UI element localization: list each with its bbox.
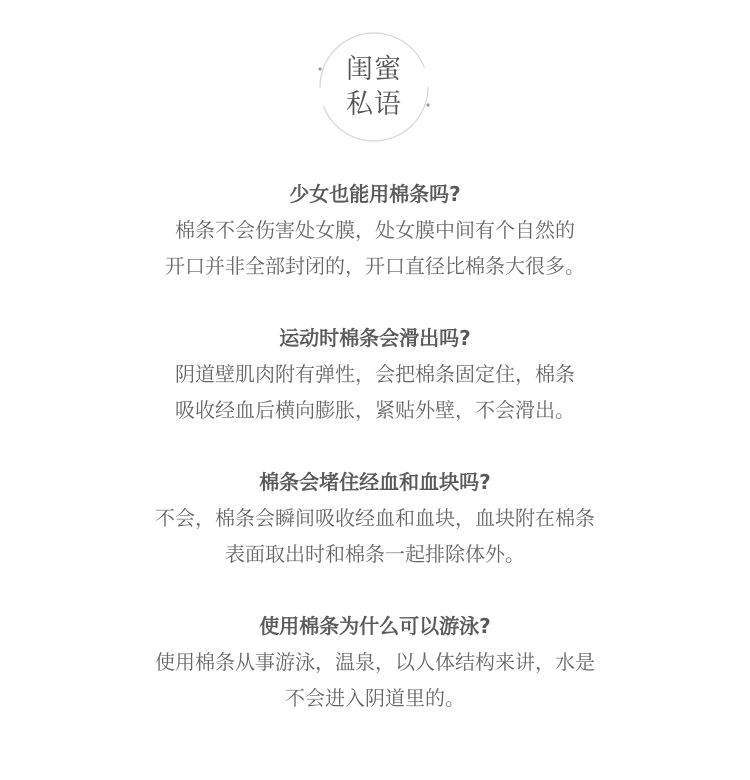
faq-answer-line: 表面取出时和棉条一起排除体外。 <box>225 542 525 566</box>
faq-answer-line: 阴道壁肌肉附有弹性，会把棉条固定住，棉条 <box>175 362 575 386</box>
faq-answer-line: 棉条不会伤害处女膜，处女膜中间有个自然的 <box>175 218 575 242</box>
faq-answer-line: 不会进入阴道里的。 <box>285 686 465 710</box>
faq-question: 少女也能用棉条吗? <box>289 182 461 206</box>
faq-item <box>0 608 750 716</box>
faq-item <box>0 320 750 428</box>
emblem-title <box>318 52 430 122</box>
emblem-line-2: 私语 <box>346 89 402 120</box>
faq-answer-line: 不会，棉条会瞬间吸收经血和血块，血块附在棉条 <box>155 506 595 530</box>
faq-item <box>0 176 750 284</box>
faq-item <box>0 464 750 572</box>
faq-question: 使用棉条为什么可以游泳? <box>259 614 491 638</box>
emblem-line-1: 闺蜜 <box>346 54 402 85</box>
faq-answer-line: 使用棉条从事游泳，温泉，以人体结构来讲，水是 <box>155 650 595 674</box>
faq-question: 棉条会堵住经血和血块吗? <box>259 470 491 494</box>
faq-question: 运动时棉条会滑出吗? <box>279 326 471 350</box>
faq-answer-line: 吸收经血后横向膨胀，紧贴外壁，不会滑出。 <box>175 398 575 422</box>
faq-answer-line: 开口并非全部封闭的，开口直径比棉条大很多。 <box>165 254 585 278</box>
section-emblem <box>318 31 430 143</box>
